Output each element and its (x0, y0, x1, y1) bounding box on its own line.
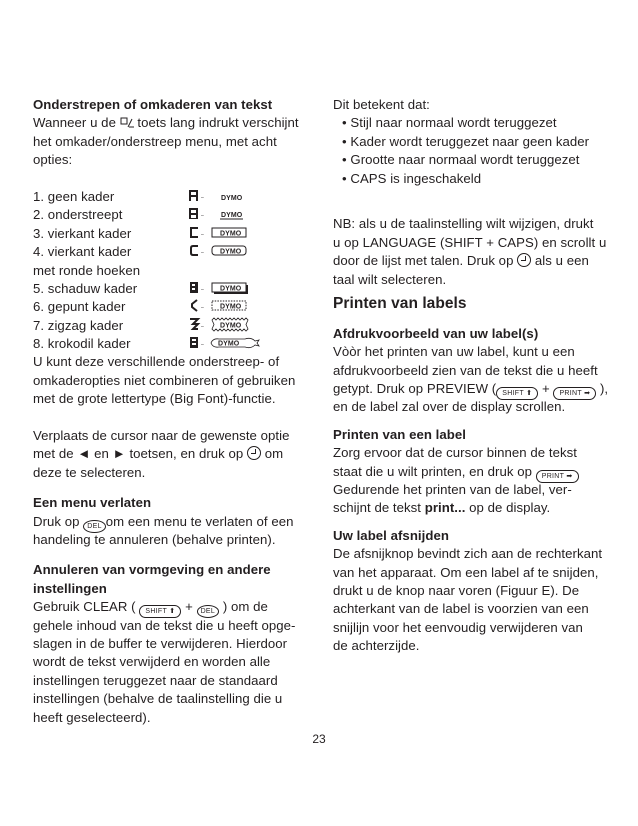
text-line: Vòòr het printen van uw label, kunt u een (333, 344, 575, 360)
svg-text:–: – (201, 305, 204, 312)
option-dotted-frame (33, 298, 301, 316)
text-fragment: door de lijst met talen. Druk op (333, 253, 514, 269)
bullet-item: • Grootte naar normaal wordt teruggezet (342, 152, 580, 168)
svg-text:–: – (201, 231, 204, 238)
text-fragment: op de display. (469, 500, 551, 516)
option-label: 3. vierkant kader (33, 225, 132, 241)
svg-text:–: – (201, 213, 204, 220)
del-key-icon: DEL (83, 520, 106, 533)
frame-sample-icon (187, 280, 267, 298)
text-fragment: als u een (534, 253, 589, 269)
text-line: Dit betekent dat: (333, 97, 430, 112)
text-line: handeling te annuleren (behalve printen). (33, 531, 276, 547)
shift-key-icon: SHIFT ⬆ (496, 387, 538, 400)
svg-text:DYMO: DYMO (220, 248, 242, 256)
text-line: opties: (33, 152, 73, 168)
section-heading-print-label: Printen van een label (333, 426, 466, 442)
text-line (33, 114, 301, 132)
section-heading-cancel-continued: instellingen (33, 580, 107, 596)
svg-text:–: – (201, 250, 204, 257)
text-fragment: Gebruik CLEAR ( (33, 599, 136, 615)
text-line (333, 499, 611, 517)
frame-sample-icon (187, 188, 267, 206)
option-label: 6. gepunt kader (33, 299, 126, 315)
svg-text:DYMO: DYMO (221, 194, 243, 202)
text-line: Verplaats de cursor naar de gewenste optie (33, 428, 290, 444)
text-line: achterkant van de label is voorzien van een (333, 601, 589, 617)
option-zigzag-frame (33, 317, 301, 335)
text-line: de achterzijde. (333, 638, 420, 654)
option-underline (33, 206, 301, 224)
option-crocodile-frame (33, 335, 301, 353)
key-label: PRINT (541, 472, 565, 480)
text-line: instellingen (behalve de taalinstelling die u (33, 691, 283, 707)
text-line: Gedurende het printen van de label, ver- (333, 482, 572, 498)
section-heading-cancel: Annuleren van vormgeving en andere (33, 562, 271, 578)
svg-text:–: – (201, 286, 204, 293)
right-column (333, 96, 611, 656)
frame-sample-icon (187, 243, 267, 261)
text-line: van het apparaat. Om een label af te snijden, (333, 564, 599, 580)
option-label: 5. schaduw kader (33, 280, 138, 296)
frame-sample-icon (187, 206, 267, 224)
option-label-continued: met ronde hoeken (33, 262, 141, 278)
text-line (333, 380, 611, 398)
frame-sample-icon (187, 335, 271, 353)
bullet-item: • Kader wordt teruggezet naar geen kader (342, 133, 590, 149)
text-fragment: getypt. Druk op PREVIEW ( (333, 381, 497, 397)
key-label: SHIFT (502, 390, 524, 398)
option-square-frame (33, 225, 301, 243)
text-line (33, 445, 301, 463)
text-line: slagen in de buffer te verwijderen. Hierdoor (33, 635, 288, 651)
option-label: 4. vierkant kader (33, 244, 132, 260)
text-line: drukt u de knop naar voren (Figuur E). De (333, 582, 580, 598)
text-fragment: ) om de (222, 599, 268, 615)
text-line: deze te selecteren. (33, 464, 146, 480)
option-rounded-frame (33, 243, 301, 261)
text-line: U kunt deze verschillende onderstreep- of (33, 354, 280, 370)
text-line: gehele inhoud van de tekst die u heeft opge- (33, 617, 296, 633)
svg-text:–: – (201, 323, 204, 330)
section-title-printing: Printen van labels (333, 294, 467, 312)
frame-underline-key-icon (120, 116, 134, 128)
frame-sample-icon (187, 317, 267, 335)
text-line: afdrukvoorbeeld zien van de tekst die u heeft (333, 362, 598, 378)
section-heading-underline: Onderstrepen of omkaderen van tekst (33, 97, 273, 112)
text-fragment: ), (599, 381, 609, 397)
option-no-frame (33, 188, 301, 206)
frame-sample-icon (187, 298, 267, 316)
text-line (33, 598, 301, 616)
svg-text:DYMO: DYMO (221, 212, 243, 220)
text-line: het omkader/onderstreep menu, met acht (33, 133, 277, 149)
option-label: 8. krokodil kader (33, 336, 131, 352)
svg-text:DYMO: DYMO (220, 322, 242, 330)
option-shadow-frame (33, 280, 301, 298)
frame-sample-icon (187, 225, 267, 243)
text-fragment: staat die u wilt printen, en druk op (333, 463, 532, 479)
text-fragment: schijnt de tekst (333, 500, 422, 516)
left-column (33, 96, 301, 727)
print-key-icon: PRINT ➡ (553, 387, 596, 400)
text-line: Zorg ervoor dat de cursor binnen de tekst (333, 445, 577, 461)
enter-key-icon (247, 446, 261, 460)
option-label: 1. geen kader (33, 188, 115, 204)
key-label: SHIFT (145, 608, 167, 616)
text-fragment: + (541, 381, 550, 397)
text-line (333, 463, 611, 481)
text-line: NB: als u de taalinstelling wilt wijzigen, drukt (333, 216, 594, 232)
section-heading-cut-label: Uw label afsnijden (333, 527, 449, 543)
text-line: heeft geselecteerd). (33, 709, 151, 725)
text-line (333, 252, 611, 270)
text-line (33, 513, 301, 531)
key-label: PRINT (559, 390, 582, 398)
text-fragment: toets lang indrukt verschijnt (137, 115, 299, 131)
page-number: 23 (312, 732, 326, 746)
svg-text:DYMO: DYMO (220, 230, 242, 238)
text-fragment: Druk op (33, 513, 80, 529)
text-fragment: om een menu te verlaten of een (105, 513, 294, 529)
svg-text:–: – (201, 342, 204, 349)
section-heading-exit-menu: Een menu verlaten (33, 495, 152, 511)
text-line: De afsnijknop bevindt zich aan de rechterkant (333, 546, 603, 562)
text-line: u op LANGUAGE (SHIFT + CAPS) en scrollt u (333, 234, 607, 250)
shift-key-icon: SHIFT ⬆ (139, 605, 181, 618)
text-line: omkaderopties niet combineren of gebruiken (33, 372, 296, 388)
svg-text:DYMO: DYMO (220, 303, 242, 311)
text-line: instellingen teruggezet naar de standaard (33, 672, 278, 688)
text-line: wordt de tekst verwijderd en worden alle (33, 654, 271, 670)
svg-text:DYMO: DYMO (218, 340, 240, 348)
text-line: snijlijn voor het eenvoudig verwijderen van (333, 619, 583, 635)
text-fragment: om (264, 446, 284, 462)
text-fragment: + (185, 599, 193, 615)
svg-text:DYMO: DYMO (220, 285, 242, 293)
text-line: taal wilt selecteren. (333, 271, 447, 287)
del-key-icon: DEL (197, 605, 220, 618)
svg-text:–: – (201, 194, 204, 201)
text-fragment: Wanneer u de (33, 115, 116, 131)
display-text: print... (424, 500, 466, 516)
option-label: 7. zigzag kader (33, 317, 124, 333)
text-line: en de label zal over de display scrollen. (333, 399, 566, 415)
bullet-item: • Stijl naar normaal wordt teruggezet (342, 115, 557, 131)
text-fragment: met de ◄ en ► toetsen, en druk op (33, 446, 244, 462)
bullet-item: • CAPS is ingeschakeld (342, 170, 482, 186)
option-label: 2. onderstreept (33, 207, 123, 223)
text-line: met de grote lettertype (Big Font)-functie. (33, 391, 276, 407)
print-key-icon: PRINT ➡ (536, 470, 579, 483)
enter-key-icon (517, 253, 531, 267)
section-heading-preview: Afdrukvoorbeeld van uw label(s) (333, 325, 539, 341)
